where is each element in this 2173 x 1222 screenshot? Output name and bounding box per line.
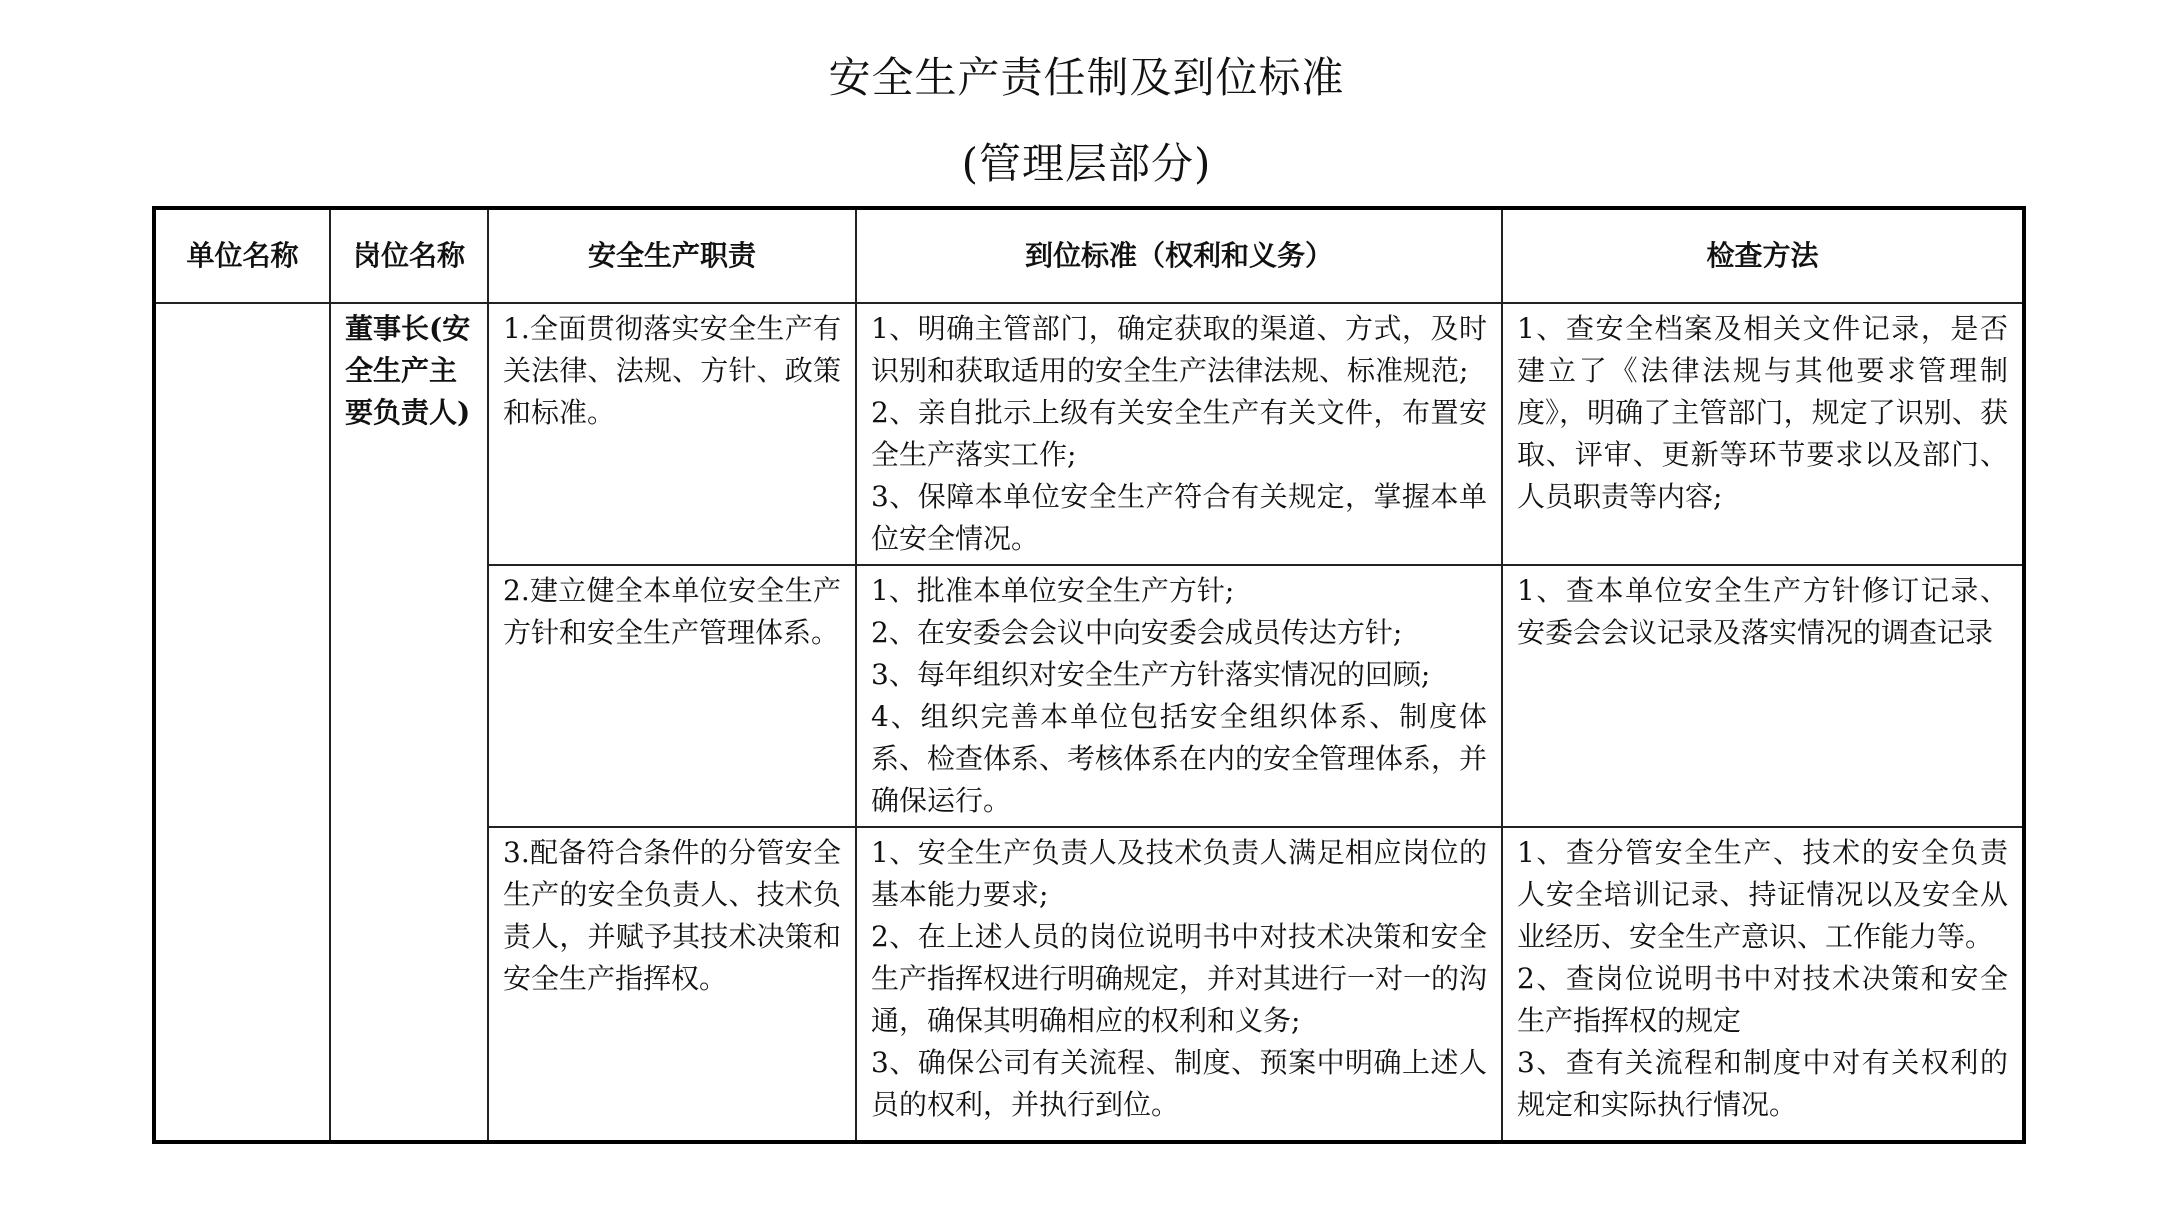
header-check-method: 检查方法 <box>1502 208 2024 303</box>
standard-item: 3、每年组织对安全生产方针落实情况的回顾; <box>871 658 1431 691</box>
post-name: 董事长(安全生产主要负责人) <box>345 312 471 429</box>
document-subtitle: (管理层部分) <box>961 139 1212 188</box>
check-item: 1、查分管安全生产、技术的安全负责人安全培训记录、持证情况以及安全从业经历、安全生产意识、工作能力等。 <box>1517 836 2008 953</box>
duty-cell <box>488 303 856 565</box>
standard-item: 1、安全生产负责人及技术负责人满足相应岗位的基本能力要求; <box>871 836 1487 911</box>
check-item: 2、查岗位说明书中对技术决策和安全生产指挥权的规定 <box>1517 962 2008 1037</box>
standard-item: 3、保障本单位安全生产符合有关规定，掌握本单位安全情况。 <box>871 480 1487 555</box>
standard-item: 2、在上述人员的岗位说明书中对技术决策和安全生产指挥权进行明确规定，并对其进行一对一的沟通，确保其明确相应的权利和义务; <box>871 920 1488 1037</box>
document-title: 安全生产责任制及到位标准 <box>828 53 1345 102</box>
check-cell <box>1502 827 2024 1142</box>
standard-cell <box>856 827 1502 1142</box>
duty-text: 3.配备符合条件的分管安全生产的安全负责人、技术负责人，并赋予其技术决策和安全生产指挥权。 <box>503 836 841 995</box>
standard-item: 2、亲自批示上级有关安全生产有关文件，布置安全生产落实工作; <box>871 396 1487 471</box>
standard-item: 1、明确主管部门，确定获取的渠道、方式，及时识别和获取适用的安全生产法律法规、标准规范; <box>871 312 1487 387</box>
duty-cell <box>488 827 856 1142</box>
duty-text: 1.全面贯彻落实安全生产有关法律、法规、方针、政策和标准。 <box>503 312 841 429</box>
check-cell <box>1502 565 2024 827</box>
check-item: 1、查本单位安全生产方针修订记录、安委会会议记录及落实情况的调查记录 <box>1517 574 2008 649</box>
standard-item: 3、确保公司有关流程、制度、预案中明确上述人员的权利，并执行到位。 <box>871 1046 1487 1121</box>
header-unit-name: 单位名称 <box>154 208 330 303</box>
standard-cell <box>856 565 1502 827</box>
header-standard: 到位标准（权利和义务） <box>856 208 1502 303</box>
header-post-name: 岗位名称 <box>330 208 488 303</box>
standard-item: 4、组织完善本单位包括安全组织体系、制度体系、检查体系、考核体系在内的安全管理体系，并确保运行。 <box>871 700 1488 817</box>
unit-name-cell <box>154 303 330 1142</box>
responsibility-table <box>152 206 2026 1144</box>
duty-cell <box>488 565 856 827</box>
duty-text: 2.建立健全本单位安全生产方针和安全生产管理体系。 <box>503 574 841 649</box>
header-safety-duty: 安全生产职责 <box>488 208 856 303</box>
post-name-cell <box>330 303 488 1142</box>
check-item: 3、查有关流程和制度中对有关权利的规定和实际执行情况。 <box>1517 1046 2008 1121</box>
standard-item: 1、批准本单位安全生产方针; <box>871 574 1235 607</box>
standard-cell <box>856 303 1502 565</box>
standard-item: 2、在安委会会议中向安委会成员传达方针; <box>871 616 1403 649</box>
check-item: 1、查安全档案及相关文件记录，是否建立了《法律法规与其他要求管理制度》，明确了主管部门，规定了识别、获取、评审、更新等环节要求以及部门、人员职责等内容; <box>1517 312 2008 513</box>
table-header-row <box>154 208 2024 303</box>
table-row <box>154 303 2024 565</box>
check-cell <box>1502 303 2024 565</box>
